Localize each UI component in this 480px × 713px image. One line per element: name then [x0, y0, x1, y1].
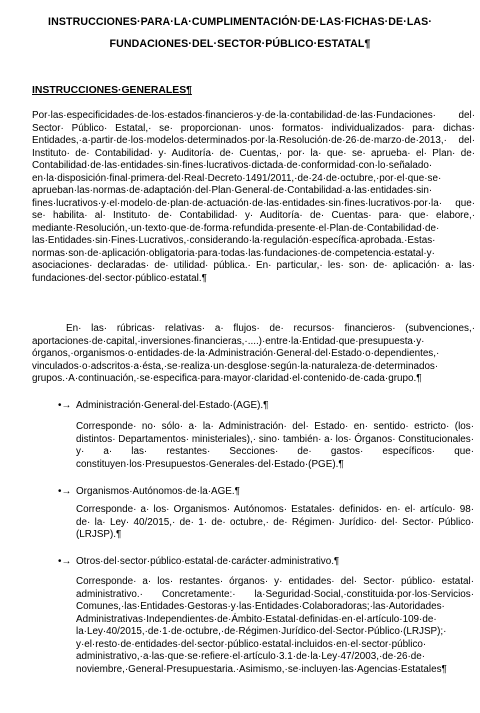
- bullet-label: Administración·General·del·Estado·(AGE).¶: [76, 400, 269, 411]
- bullet-body-otros: Corresponde· a· los· restantes· órganos· y· entidades· del· Sector· público· estatal· administrativo.· Concretamente:· la·Seguridad·Social,·constituida·por·los·Servicios· Comunes,·las·Entidades·Gestoras·y·las·Entidades·Colaboradoras;·las·Autoridades· Administrativas·Independientes·de·Ámbito·Estatal·definidas·en·el·artículo·109·de· la·Ley·40/2015,·de·1·de·octubre,·de·Régimen·Jurídico·del·Sector·Público·(LRJSP);· y·el·resto·de·entidades·del·sector·público·estatal·incluidos·en·el·sector·público· administrativo,·a·las·que·se·refiere·el·artículo·3.1·de·la·Ley·47/2003,·de·26·de· noviembre,·General·Presupuestaria.·Asimismo,·se·incluyen·las·Agencias·Estatales¶: [76, 576, 474, 675]
- bullet-body-organismos: Corresponde· a· los· Organismos· Autónomos· Estatales· definidos· en· el· artículo· 98· de· la· Ley· 40/2015,· de· 1· de· octubre,· de· Régimen· Jurídico· del· Sector· Público· (LRJSP).¶: [76, 504, 474, 540]
- document-title-line-1: INSTRUCCIONES·PARA·LA·CUMPLIMENTACIÓN·DE·LAS·FICHAS·DE·LAS·: [48, 16, 432, 28]
- bullet-item-otros: [58, 556, 339, 569]
- bullet-item-organismos: [58, 486, 240, 499]
- paragraph-flows: En· las· rúbricas· relativas· a· flujos· de· recursos· financieros· (subvenciones,· aportaciones·de·capital,·inversiones·financieras,·....)·entre·la·Entidad·que·presupuesta·y· órganos,·organismos·o·entidades·de·la·Administración·General·del·Estado·o·dependientes,· vinculados·o·adscritos·a·ésta,·se·realiza·un·desglose·según·la·naturaleza·de·determinados· grupos.·A·continuación,·se·especifica·para·mayor·claridad·el·contenido·de·cada·grupo.¶: [32, 323, 475, 384]
- bullet-item-age: [58, 400, 268, 413]
- bullet-label: Otros·del·sector·público·estatal·de·carácter·administrativo.¶: [76, 556, 340, 567]
- paragraph-intro: Por·las·especificidades·de·los·estados·financieros·y·de·la·contabilidad·de·las·Fundaciones· del· Sector· Público· Estatal,· se· proporcionan· unos· formatos· individualizados· para· dichas· Entidades,·a·partir·de·los·modelos·determinados·por·la·Resolución·de·26·de·marzo·de·2013,· del· Instituto· de· Contabilidad· y· Auditoría· de· Cuentas,· por· la· que· se· aprueba· el· Plan· de· Contabilidad·de·las·entidades·sin·fines·lucrativos·dictada·de·conformidad·con·lo·señalado· en·la·disposición·final·primera·del·Real·Decreto·1491/2011,·de·24·de·octubre,·por·el·que·se· aprueban·las·normas·de·adaptación·del·Plan·General·de·Contabilidad·a·las·entidades·sin· fines·lucrativos·y·el·modelo·de·plan·de·actuación·de·las·entidades·sin·fines·lucrativos·por·la· que· se· habilita· al· Instituto· de· Contabilidad· y· Auditoría· de· Cuentas· para· que· elabore,· mediante·Resolución,·un·texto·que·de·forma·refundida·presente·el·Plan·de·Contabilidad·de· las·Entidades·sin·Fines·Lucrativos,·considerando·la·regulación·específica·aprobada.·Estas· normas·son·de·aplicación·obligatoria·para·todas·las·fundaciones·de·competencia·estatal·y· asociaciones· declaradas· de· utilidad· pública.· En· particular,· les· son· de· aplicación· a· las· fundaciones·del·sector·público·estatal.¶: [32, 110, 475, 284]
- document-title-line-2: FUNDACIONES·DEL·SECTOR·PÚBLICO·ESTATAL¶: [109, 38, 371, 50]
- bullet-marker: •→: [58, 486, 72, 497]
- section-heading: INSTRUCCIONES·GENERALES¶: [32, 85, 192, 96]
- bullet-body-age: Corresponde· no· sólo· a· la· Administración· del· Estado· en· sentido· estricto· (los· distintos· Departamentos· ministeriales),· sino· también· a· los· Órganos· Constitucionales· y· a· las· restantes· Secciones· de· gastos· específicos· que· constituyen·los·Presupuestos·Generales·del·Estado·(PGE).¶: [76, 421, 474, 470]
- bullet-marker: •→: [58, 400, 72, 411]
- bullet-marker: •→: [58, 556, 72, 567]
- bullet-label: Organismos·Autónomos·de·la·AGE.¶: [76, 486, 240, 497]
